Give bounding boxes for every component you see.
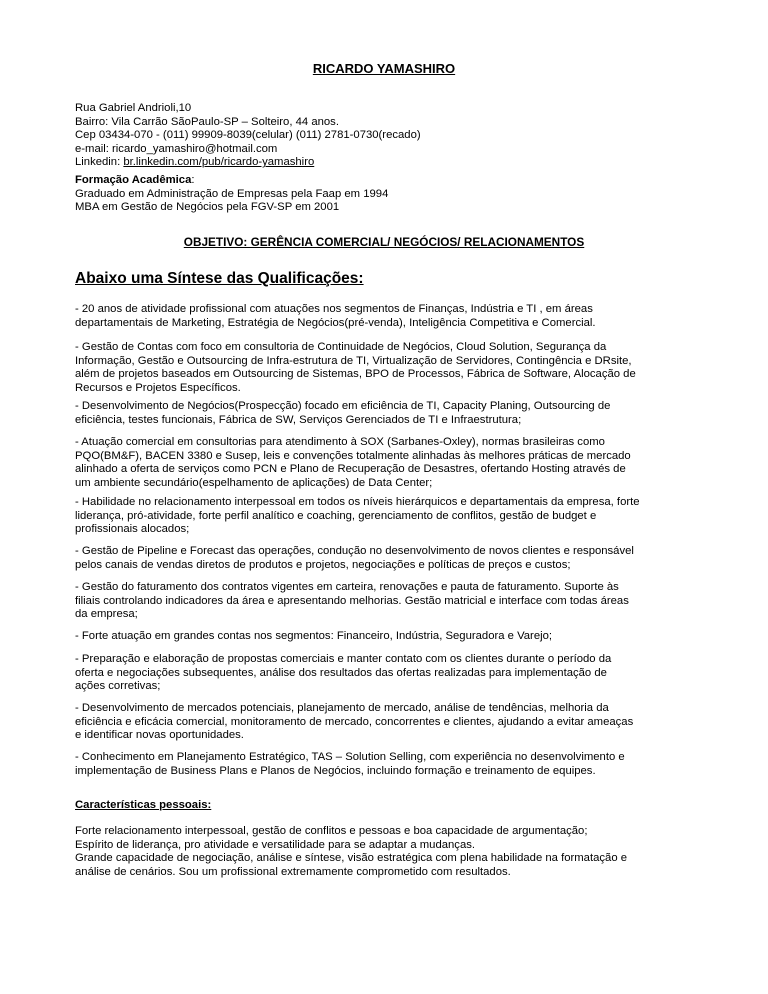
education-heading xyxy=(75,174,695,188)
education-title: Formação Acadêmica xyxy=(75,174,192,186)
qualification-line: um ambiente secundário(espelhamento de aplicações) de Data Center; xyxy=(75,476,433,489)
personal-line: Grande capacidade de negociação, análise e síntese, visão estratégica com plena habilidade na formatação e xyxy=(75,852,628,865)
qualification-line: liderança, pró-atividade, forte perfil analítico e coaching, gerenciamento de conflitos, gestão de budget e xyxy=(75,509,597,522)
qualification-line: Recursos e Projetos Específicos. xyxy=(75,381,241,394)
qualification-item xyxy=(75,436,695,490)
education-title-suffix: : xyxy=(191,174,195,186)
qualification-line: - Desenvolvimento de Negócios(Prospecção) focado em eficiência de TI, Capacity Planing, Outsourcing de xyxy=(75,400,611,412)
education-item: MBA em Gestão de Negócios pela FGV-SP em 2001 xyxy=(75,201,340,214)
qualification-item xyxy=(75,702,695,743)
qualification-item xyxy=(75,630,695,644)
qualification-line: departamentais de Marketing, Estratégia de Negócios(pré-venda), Inteligência Competitiva e Comercial. xyxy=(75,316,596,329)
qualification-item xyxy=(75,496,695,537)
candidate-name: RICARDO YAMASHIRO xyxy=(312,61,456,76)
qualification-line: Informação, Gestão e Outsourcing de Infra-estrutura de TI, Virtualização de Servidores, Contingência e DRsite, xyxy=(75,354,632,367)
contact-address: Rua Gabriel Andrioli,10 xyxy=(75,102,192,114)
qualification-line: implementação de Business Plans e Planos de Negócios, incluindo formação e treinamento de equipes. xyxy=(75,764,596,777)
contact-linkedin xyxy=(75,156,695,170)
personal-line: Espírito de liderança, pro atividade e versatilidade para se adaptar a mudanças. xyxy=(75,838,476,851)
qualification-line: ações corretivas; xyxy=(75,680,161,693)
qualification-item xyxy=(75,545,695,572)
qualification-line: - Atuação comercial em consultorias para atendimento à SOX (Sarbanes-Oxley), normas brasileiras como xyxy=(75,436,605,448)
qualification-line: - Habilidade no relacionamento interpessoal em todos os níveis hierárquicos e departamentais da empresa, forte xyxy=(75,496,640,508)
personal-line: Forte relacionamento interpessoal, gestão de conflitos e pessoas e boa capacidade de argumentação; xyxy=(75,825,588,837)
qualification-item xyxy=(75,400,695,427)
qualification-line: além de projetos baseados em Outsourcing de Sistemas, BPO de Processos, Fábrica de Software, Alocação de xyxy=(75,368,636,381)
qualification-item xyxy=(75,653,695,694)
contact-phones: Cep 03434-070 - (011) 99909-8039(celular) (011) 2781-0730(recado) xyxy=(75,129,421,142)
qualification-item xyxy=(75,303,695,330)
qualifications-title: Abaixo uma Síntese das Qualificações: xyxy=(75,270,364,287)
qualification-item xyxy=(75,751,695,778)
qualification-item xyxy=(75,581,695,622)
qualification-line: profissionais alocados; xyxy=(75,523,190,536)
personal-line: análise de cenários. Sou um profissional extremamente comprometido com resultados. xyxy=(75,865,511,878)
qualification-line: eficiência e eficácia comercial, monitoramento de mercado, concorrentes e clientes, ajudando a evitar ameaças xyxy=(75,715,634,728)
qualification-line: - Gestão do faturamento dos contratos vigentes em carteira, renovações e pauta de faturamento. Suporte às xyxy=(75,581,619,593)
qualification-line: oferta e negociações subsequentes, análise dos resultados das ofertas realizadas para implementação de xyxy=(75,666,607,679)
qualification-line: alinhado a oferta de serviços como PCN e Plano de Recuperação de Desastres, ofertando Hosting através de xyxy=(75,463,626,476)
qualification-line: - Desenvolvimento de mercados potenciais, planejamento de mercado, análise de tendências, melhoria da xyxy=(75,702,609,714)
personal-block xyxy=(75,825,695,879)
qualification-line: pelos canais de vendas diretos de produtos e projetos, negociações e políticas de preços e custos; xyxy=(75,558,571,571)
qualification-line: - 20 anos de atividade profissional com atuações nos segmentos de Finanças, Indústria e TI , em áreas xyxy=(75,303,593,315)
contact-email: e-mail: ricardo_yamashiro@hotmail.com xyxy=(75,142,278,155)
qualification-line: eficiência, testes funcionais, Fábrica de SW, Serviços Gerenciados de TI e Infraestrutura; xyxy=(75,413,522,426)
qualification-line: da empresa; xyxy=(75,608,138,621)
qualification-line: e identificar novas oportunidades. xyxy=(75,729,244,742)
contact-block xyxy=(75,102,695,170)
linkedin-link[interactable]: br.linkedin.com/pub/ricardo-yamashiro xyxy=(123,156,315,169)
objective-heading: OBJETIVO: GERÊNCIA COMERCIAL/ NEGÓCIOS/ RELACIONAMENTOS xyxy=(183,235,585,249)
qualification-line: - Forte atuação em grandes contas nos segmentos: Financeiro, Indústria, Seguradora e Varejo; xyxy=(75,630,553,642)
qualification-item xyxy=(75,341,695,395)
qualification-line: - Gestão de Contas com foco em consultoria de Continuidade de Negócios, Cloud Solution, Segurança da xyxy=(75,341,607,353)
linkedin-label: Linkedin: xyxy=(75,156,124,169)
contact-district: Bairro: Vila Carrão SãoPaulo-SP – Solteiro, 44 anos. xyxy=(75,115,339,128)
qualification-line: - Conhecimento em Planejamento Estratégico, TAS – Solution Selling, com experiência no desenvolvimento e xyxy=(75,751,625,763)
education-item: Graduado em Administração de Empresas pela Faap em 1994 xyxy=(75,187,389,200)
qualification-line: - Gestão de Pipeline e Forecast das operações, condução no desenvolvimento de novos clientes e responsável xyxy=(75,545,634,557)
personal-heading xyxy=(75,799,695,813)
personal-title: Características pessoais: xyxy=(75,799,212,811)
qualification-line: PQO(BM&F), BACEN 3380 e Susep, leis e convenções totalmente alinhadas às melhores práticas de mercado xyxy=(75,449,631,462)
qualification-line: - Preparação e elaboração de propostas comerciais e manter contato com os clientes durante o período da xyxy=(75,653,612,665)
qualification-line: filiais controlando indicadores da área e apresentando melhorias. Gestão matricial e interface com todas áreas xyxy=(75,594,629,607)
education-block xyxy=(75,174,695,215)
